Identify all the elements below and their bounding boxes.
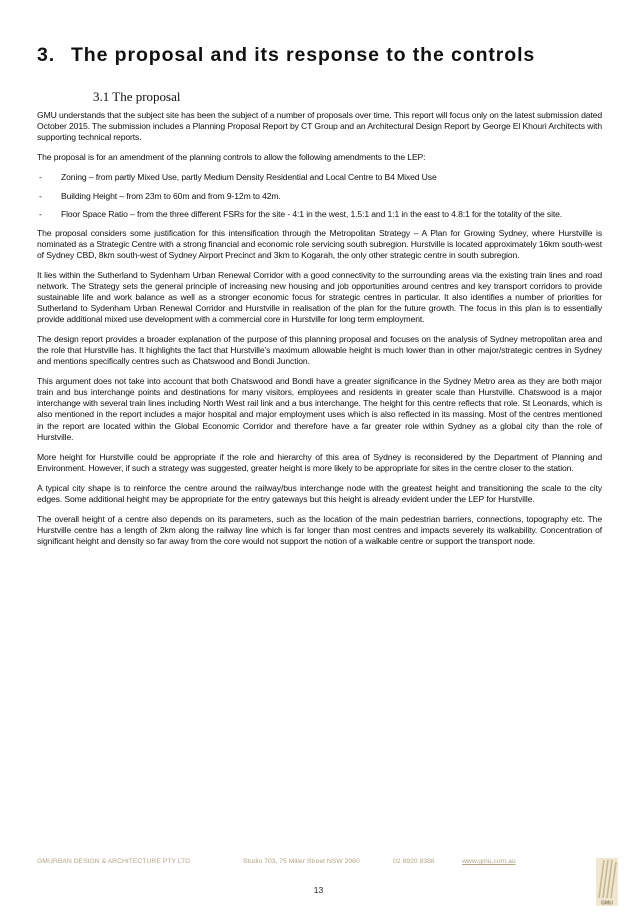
bullet-dash: - (39, 172, 42, 183)
footer-company: GMURBAN DESIGN & ARCHITECTURE PTY LTD (37, 858, 191, 865)
bullet-dash: - (39, 209, 42, 220)
bullet-dash: - (39, 190, 42, 201)
section-title: The proposal and its response to the controls (71, 44, 536, 66)
gmu-logo (596, 858, 618, 906)
paragraph: The design report provides a broader explanation of the purpose of this planning proposal and focuses on the analysis of Sydney metropolitan area and the role that Hurstville has. It highlights the fact that Hurstville’s maximum allowable height is much lower than in other major/strategic centres in Sydney and mentions specifically centres such as Chatswood and Bondi Junction. (37, 334, 602, 367)
paragraph: It lies within the Sutherland to Sydenham Urban Renewal Corridor with a good connectivity to the surrounding areas via the existing train lines and road network. The Strategy sets the general principle of increasing new housing and job opportunities around centres and key transport corridors to provide sustainable life and work balance as well as a stronger economic focus for strategic centres in particular. It also identifies a number of priorities for Sutherland to Sydenham Urban Renewal Corridor and Hurstville in realisation of the plan for the future growth. The focus in this plan is to essentially provide additional mixed use development with a commercial core in Hurstville for long term employment. (37, 269, 602, 325)
footer-address: Studio 703, 75 Miller Street NSW 2060 (243, 858, 360, 865)
footer-phone: 02 8920 8388 (393, 858, 435, 865)
section-number: 3. (37, 44, 56, 66)
intro-paragraph: GMU understands that the subject site has been the subject of a number of proposals over time. This report will focus only on the latest submission dated October 2015. The submission includes a Planning Proposal Report by CT Group and an Architectural Design Report by George El Khouri Architects with supporting technical reports. (37, 110, 602, 143)
amendments-list (37, 172, 602, 220)
paragraph: The proposal considers some justification for this intensification through the Metropolitan Strategy – A Plan for Growing Sydney, where Hurstville is nominated as a Strategic Centre with a strong financial and economic role servicing south subregion. Hurstville is located approximately 16km south-west of Sydney CBD, 8km south-west of Sydney Airport Precinct and 3km to Kogarah, the only other strategic centre in south subregion. (37, 227, 602, 260)
svg-text:GMU: GMU (601, 900, 613, 906)
paragraph: A typical city shape is to reinforce the centre around the railway/bus interchange node with the greatest height and transitioning the scale to the city edges. Some additional height may be appropriate for the entry gateways but this height is already evident under the LEP for Hurstville. (37, 482, 602, 504)
amendments-intro: The proposal is for an amendment of the planning controls to allow the following amendments to the LEP: (37, 152, 426, 163)
paragraph: The overall height of a centre also depends on its parameters, such as the location of the main pedestrian barriers, connections, topography etc. The Hurstville centre has a length of 2km along the railway line which is far longer than most centres and impacts severely its walkability. Concentration of significant height and density so far away from the core would not support the notion of a walkable centre or support the transport node. (37, 513, 602, 546)
paragraph: More height for Hurstville could be appropriate if the role and hierarchy of this area of Sydney is reconsidered by the Department of Planning and Environment. However, if such a strategy was suggested, greater height is more likely to be appropriate for sites in the centre closer to the station. (37, 451, 602, 473)
list-item (37, 209, 602, 220)
paragraph: This argument does not take into account that both Chatswood and Bondi have a greater significance in the Sydney Metro area as they are both major train and bus interchange points and destinations for many visitors, employees and residents in greater scale than Hurstville. Chatswood is a major interchange with several train lines including North West rail link and a bus interchange. The height for this centre reflects that role. St Leonards, which is also mentioned in the report includes a major hospital and major employment uses which is also reflected in its massing. Most of the centres mentioned in the report are located within the Global Economic Corridor and therefore have a far greater role within Sydney as a global city than the role of Hurstville. (37, 376, 602, 442)
section-heading (37, 44, 617, 67)
page-number: 13 (313, 885, 324, 895)
list-item (37, 172, 602, 183)
body-text (37, 110, 602, 556)
gmu-logo-graphic (596, 858, 618, 906)
list-item-text: Building Height – from 23m to 60m and from 9-12m to 42m. (61, 190, 281, 201)
list-item-text: Floor Space Ratio – from the three different FSRs for the site - 4:1 in the west, 1.5:1 and 1:1 in the east to 4.8:1 for the totality of the site. (61, 209, 563, 220)
list-item-text: Zoning – from partly Mixed Use, partly Medium Density Residential and Local Centre to B4 Mixed Use (61, 172, 437, 183)
footer-website-link[interactable]: www.gmu.com.au (462, 858, 516, 865)
subsection-heading: 3.1 The proposal (93, 89, 181, 104)
list-item (37, 191, 602, 202)
